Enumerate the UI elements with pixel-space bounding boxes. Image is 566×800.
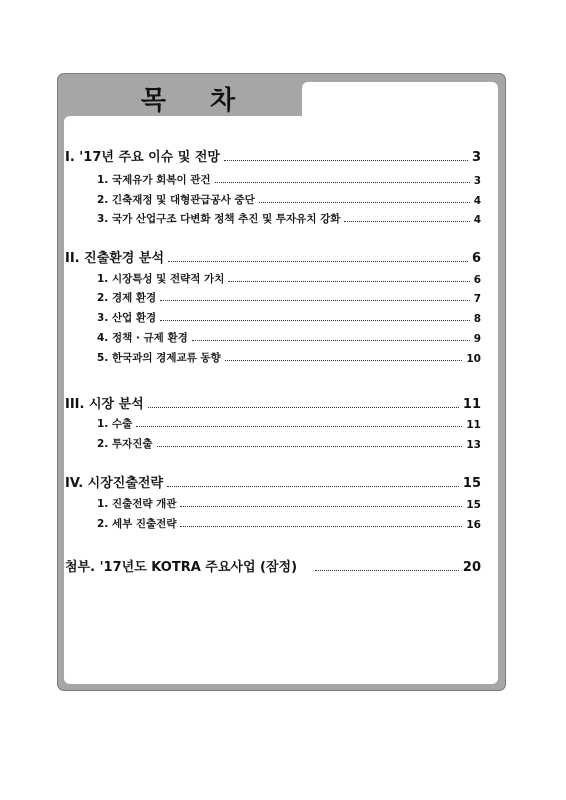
leader-dots — [225, 360, 463, 361]
leader-dots — [315, 570, 459, 571]
leader-dots — [259, 202, 470, 203]
toc-item-label: 4. 정책 · 규제 환경 — [97, 332, 188, 344]
leader-dots — [192, 340, 470, 341]
toc-section[interactable] — [65, 472, 481, 491]
leader-dots — [168, 261, 468, 262]
toc-item[interactable] — [97, 271, 481, 286]
toc-item[interactable] — [97, 516, 481, 531]
toc-section[interactable] — [65, 393, 481, 412]
toc-item[interactable] — [97, 330, 481, 345]
toc-item[interactable] — [97, 310, 481, 325]
toc-section-label: III. 시장 분석 — [65, 397, 144, 412]
toc-page-number: 13 — [466, 439, 481, 451]
toc-page-number: 9 — [473, 333, 481, 345]
toc-section[interactable] — [65, 146, 481, 165]
toc-page-number: 11 — [462, 397, 481, 412]
leader-dots — [160, 300, 470, 301]
leader-dots — [228, 281, 469, 282]
toc-section-label: II. 진출환경 분석 — [65, 251, 165, 266]
toc-page-number: 3 — [473, 175, 481, 187]
title-left-char: 목 — [140, 85, 166, 116]
toc-page-number: 7 — [473, 293, 481, 305]
toc-item-label: 1. 진출전략 개관 — [97, 498, 177, 510]
toc-page-number: 10 — [466, 353, 481, 365]
toc-page-number: 6 — [471, 251, 481, 266]
page-title — [73, 80, 303, 116]
toc-item[interactable] — [97, 211, 481, 226]
toc-item-label: 2. 경제 환경 — [97, 292, 157, 304]
toc-item-label: 3. 국가 산업구조 다변화 정책 추진 및 투자유치 강화 — [97, 213, 341, 225]
toc-page-number: 6 — [473, 274, 481, 286]
toc-item-label: 1. 수출 — [97, 418, 133, 430]
toc-item[interactable] — [97, 290, 481, 305]
leader-dots — [160, 320, 470, 321]
toc-item[interactable] — [97, 496, 481, 511]
toc-page-number: 11 — [466, 419, 481, 431]
toc-page-number: 4 — [473, 195, 481, 207]
leader-dots — [344, 221, 469, 222]
leader-dots — [215, 182, 470, 183]
toc-item-label: 2. 긴축재정 및 대형관급공사 중단 — [97, 194, 255, 206]
leader-dots — [157, 446, 463, 447]
toc-page-number: 20 — [462, 560, 481, 575]
toc-item-label: 1. 시장특성 및 전략적 가치 — [97, 273, 225, 285]
toc-item[interactable] — [97, 416, 481, 431]
toc-item-label: 2. 세부 진출전략 — [97, 518, 177, 530]
toc-page-number: 16 — [466, 519, 481, 531]
toc-item-label: 3. 산업 환경 — [97, 312, 157, 324]
toc-item-label: 2. 투자진출 — [97, 438, 153, 450]
toc-appendix[interactable] — [65, 556, 481, 575]
toc-item-label: 1. 국제유가 회복이 관건 — [97, 174, 211, 186]
leader-dots — [180, 526, 462, 527]
toc-section-label: I. '17년 주요 이슈 및 전망 — [65, 150, 220, 165]
toc-section-label: 첨부. '17년도 KOTRA 주요사업 (잠정) — [65, 560, 298, 575]
toc-section-label: IV. 시장진출전략 — [65, 476, 164, 491]
leader-dots — [148, 407, 459, 408]
toc-page-number: 4 — [473, 214, 481, 226]
leader-dots — [224, 160, 468, 161]
toc-item[interactable] — [97, 350, 481, 365]
toc-page-number: 3 — [471, 150, 481, 165]
toc-section[interactable] — [65, 247, 481, 266]
toc-page-number: 15 — [462, 476, 481, 491]
leader-dots — [167, 486, 459, 487]
toc-item[interactable] — [97, 192, 481, 207]
leader-dots — [180, 506, 462, 507]
toc-item-label: 5. 한국과의 경제교류 동향 — [97, 352, 221, 364]
toc-item[interactable] — [97, 436, 481, 451]
leader-dots — [136, 426, 462, 427]
title-right-char: 차 — [210, 85, 236, 116]
toc-page-number: 15 — [466, 499, 481, 511]
toc-item[interactable] — [97, 172, 481, 187]
toc-page-number: 8 — [473, 313, 481, 325]
